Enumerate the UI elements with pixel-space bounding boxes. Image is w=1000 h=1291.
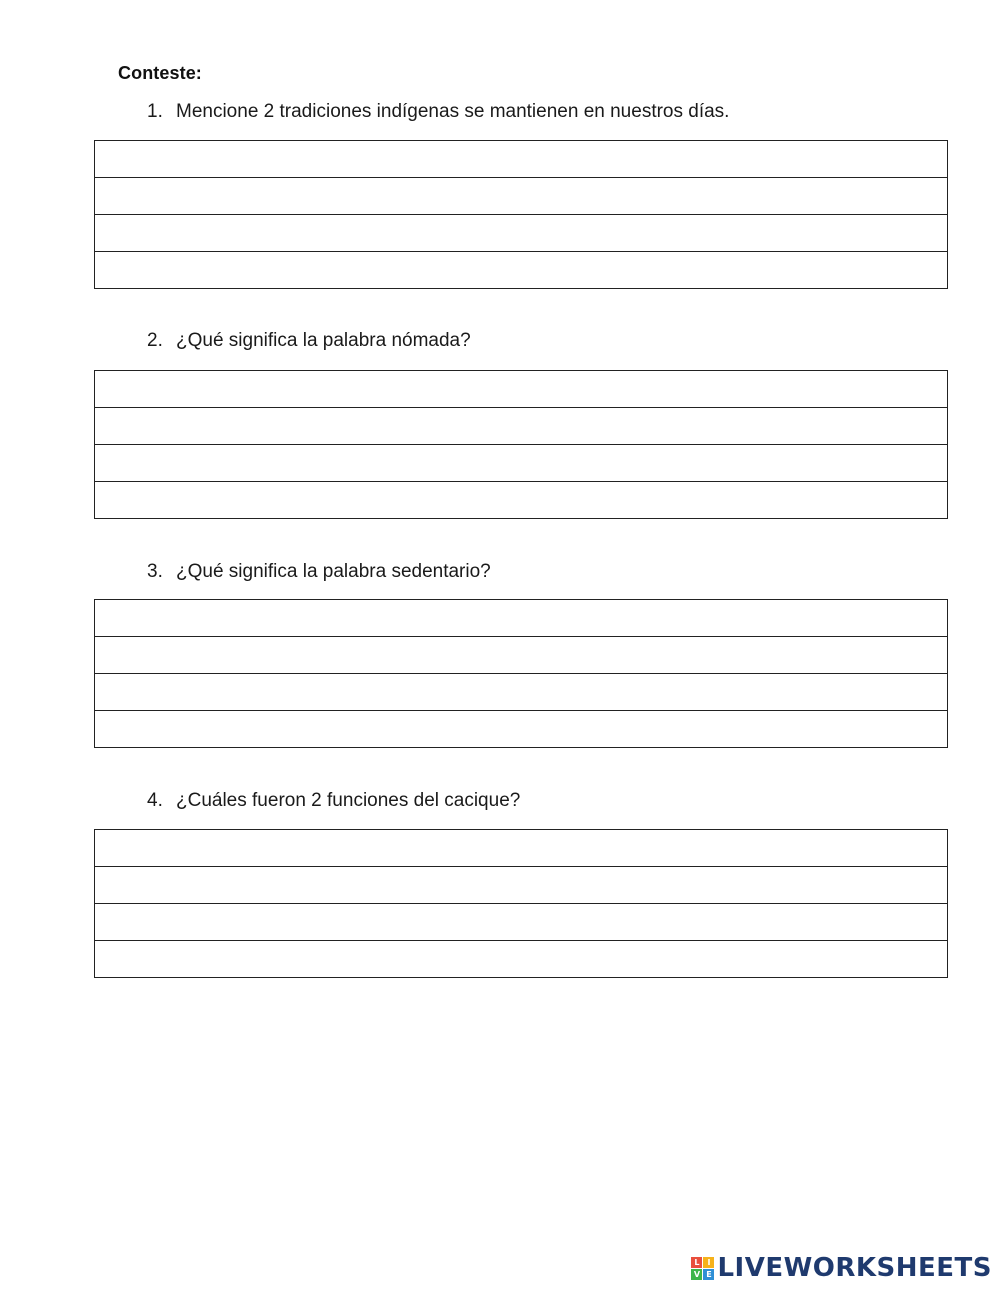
answer-box-4 — [94, 829, 948, 978]
answer-line[interactable] — [95, 445, 947, 482]
question-3-number: 3. — [147, 561, 163, 582]
question-1-number: 1. — [147, 101, 163, 122]
question-3 — [147, 561, 491, 583]
liveworksheets-brand — [691, 1253, 992, 1283]
answer-box-2 — [94, 370, 948, 519]
answer-line[interactable] — [95, 408, 947, 445]
answer-line[interactable] — [95, 600, 947, 637]
page-heading: Conteste: — [118, 63, 202, 83]
question-3-text: ¿Qué significa la palabra sedentario? — [176, 561, 491, 582]
brand-name: LIVEWORKSHEETS — [717, 1253, 992, 1283]
question-4 — [147, 790, 520, 812]
answer-line[interactable] — [95, 904, 947, 941]
logo-letter-e: E — [703, 1269, 714, 1280]
answer-line[interactable] — [95, 141, 947, 178]
answer-line[interactable] — [95, 711, 947, 747]
logo-letter-l: L — [691, 1257, 702, 1268]
question-4-text: ¿Cuáles fueron 2 funciones del cacique? — [176, 790, 521, 811]
answer-line[interactable] — [95, 371, 947, 408]
liveworksheets-logo-icon — [691, 1257, 714, 1280]
question-1 — [147, 101, 729, 123]
answer-line[interactable] — [95, 637, 947, 674]
answer-line[interactable] — [95, 830, 947, 867]
answer-line[interactable] — [95, 482, 947, 518]
answer-box-1 — [94, 140, 948, 289]
logo-letter-i: I — [703, 1257, 714, 1268]
answer-line[interactable] — [95, 178, 947, 215]
logo-letter-v: V — [691, 1269, 702, 1280]
answer-line[interactable] — [95, 941, 947, 977]
answer-line[interactable] — [95, 252, 947, 288]
question-2-text: ¿Qué significa la palabra nómada? — [176, 330, 471, 351]
answer-line[interactable] — [95, 867, 947, 904]
question-2-number: 2. — [147, 330, 163, 351]
question-4-number: 4. — [147, 790, 163, 811]
question-2 — [147, 330, 471, 352]
answer-box-3 — [94, 599, 948, 748]
answer-line[interactable] — [95, 215, 947, 252]
question-1-text: Mencione 2 tradiciones indígenas se mantienen en nuestros días. — [176, 101, 730, 122]
answer-line[interactable] — [95, 674, 947, 711]
